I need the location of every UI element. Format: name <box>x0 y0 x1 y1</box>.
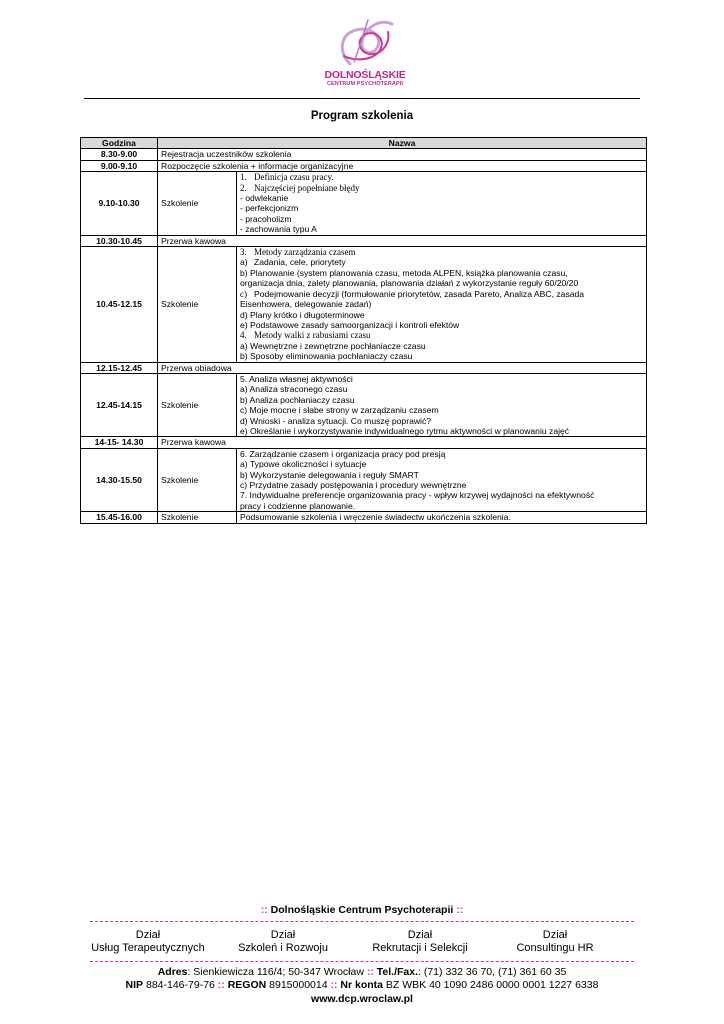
program-table <box>80 137 647 524</box>
content-line: - pracoholizm <box>240 213 292 224</box>
address-value: : Sienkiewicza 116/4; 50-347 Wrocław <box>187 966 364 978</box>
content-line: b) Planowanie (system planowania czasu, metoda ALPEN, książka planowania czasu, <box>240 267 568 278</box>
department-name: Usług Terapeutycznych <box>91 942 205 954</box>
department-name: Consultingu HR <box>516 942 594 954</box>
company-name: Dolnośląskie Centrum Psychoterapii <box>270 904 454 916</box>
content-line: 1. Definicja czasu pracy. <box>240 172 334 183</box>
logo-subtitle: CENTRUM PSYCHOTERAPII <box>326 81 404 87</box>
row-time: 12.15-12.45 <box>81 362 158 373</box>
row-content <box>237 247 647 362</box>
row-name: Przerwa obiadowa <box>158 362 647 373</box>
content-line: b) Wykorzystanie delegowania i reguły SMART <box>240 469 419 480</box>
content-line: 7. Indywidualne preferencje organizowania pracy - wpływ krzywej wydajności na efektywność <box>240 490 595 501</box>
separator: :: <box>330 979 338 991</box>
row-time: 8.30-9.00 <box>81 149 158 160</box>
content-line: 2. Najczęściej popełniane błędy <box>240 182 360 193</box>
department-label: Dział <box>407 929 433 941</box>
separator: :: <box>456 904 464 916</box>
regon-value: 8915000014 <box>269 979 328 991</box>
row-time: 14-15- 14.30 <box>81 437 158 448</box>
footer-company <box>0 904 724 916</box>
content-line: e) Podstawowe zasady samoorganizacji i kontroli efektów <box>240 319 460 330</box>
logo <box>320 12 410 96</box>
row-name: Przerwa kawowa <box>158 235 647 246</box>
table-row <box>81 373 647 436</box>
regon-label: REGON <box>227 979 267 991</box>
content-line: c) Moje mocne i słabe strony w zarządzaniu czasem <box>240 405 439 416</box>
row-time: 9.00-9.10 <box>81 160 158 171</box>
row-type: Szkolenie <box>158 512 237 523</box>
separator: :: <box>217 979 225 991</box>
row-type: Szkolenie <box>158 172 237 235</box>
nip-label: NIP <box>125 979 144 991</box>
content-line: c) Przydatne zasady postępowania i procedury wewnętrzne <box>240 480 467 490</box>
content-line: 3. Metody zarządzania czasem <box>240 247 356 258</box>
row-time: 10.45-12.15 <box>81 247 158 362</box>
footer-divider-bottom <box>90 961 634 962</box>
table-row <box>81 448 647 511</box>
row-content <box>237 172 647 235</box>
content-line: a) Wewnętrzne i zewnętrzne pochłaniacze czasu <box>240 340 426 351</box>
row-name: Przerwa kawowa <box>158 437 647 448</box>
page-title: Program szkolenia <box>310 110 414 122</box>
content-line: - perfekcjonizm <box>240 203 299 214</box>
row-content: Podsumowanie szkolenia i wręczenie świadectw ukończenia szkolenia. <box>237 512 647 523</box>
table-row <box>81 437 647 448</box>
table-row <box>81 160 647 171</box>
department-label: Dział <box>270 929 296 941</box>
content-line: pracy i codzienne planowanie. <box>240 500 356 511</box>
top-divider <box>84 98 640 99</box>
table-row <box>81 247 647 362</box>
content-line: - zachowania typu A <box>240 224 317 235</box>
content-line: 6. Zarządzanie czasem i organizacja pracy pod presją <box>240 448 446 459</box>
row-time: 15.45-16.00 <box>81 512 158 523</box>
row-time: 14.30-15.50 <box>81 448 158 511</box>
content-line: b) Analiza pochłaniaczy czasu <box>240 394 355 405</box>
table-header-row <box>81 138 647 149</box>
separator: :: <box>366 966 374 978</box>
separator: :: <box>260 904 268 916</box>
content-line: Eisenhowera, delegowanie zadań) <box>240 299 372 310</box>
column-header-name: Nazwa <box>158 138 647 149</box>
table-row <box>81 362 647 373</box>
content-line: a) Analiza straconego czasu <box>240 384 348 395</box>
content-line: c) Podejmowanie decyzji (formułowanie priorytetów, zasada Pareto, Analiza ABC, zasada <box>240 288 585 299</box>
row-type: Szkolenie <box>158 373 237 436</box>
logo-name: DOLNOŚLĄSKIE <box>324 69 406 81</box>
department-label: Dział <box>542 929 568 941</box>
tel-label: Tel./Fax. <box>376 966 419 978</box>
address-line <box>0 966 724 979</box>
content-line: - odwlekanie <box>240 193 289 204</box>
department-item <box>470 929 640 955</box>
account-value: BZ WBK 40 1090 2486 0000 0001 1227 6338 <box>385 979 599 991</box>
row-name: Rozpoczęcie szkolenia + informacje organizacyjne <box>158 160 647 171</box>
table-row <box>81 149 647 160</box>
content-line: a) Zadania, cele, priorytety <box>240 257 346 268</box>
table-row <box>81 512 647 523</box>
department-name: Szkoleń i Rozwoju <box>238 942 328 954</box>
address-label: Adres <box>157 966 188 978</box>
nip-value: 884-146-79-76 <box>145 979 215 991</box>
department-name: Rekrutacji i Selekcji <box>372 942 468 954</box>
content-line: organizacja dnia, zalety planowania, planowania działań z wykorzystanie reguły 60/20/20 <box>240 278 579 289</box>
column-header-time: Godzina <box>81 138 158 149</box>
content-line: d) Plany krótko i długoterminowe <box>240 309 365 320</box>
table-row <box>81 235 647 246</box>
row-content <box>237 373 647 436</box>
logo-ribbon-icon <box>330 12 400 70</box>
row-type: Szkolenie <box>158 247 237 362</box>
table-row <box>81 172 647 235</box>
footer-divider-top <box>90 921 634 922</box>
content-line: e) Określanie i wykorzystywanie indywidualnego rytmu aktywności w planowaniu zajęć <box>240 425 570 436</box>
row-time: 12.45-14.15 <box>81 373 158 436</box>
row-time: 10.30-10.45 <box>81 235 158 246</box>
content-line: 4. Metody walki z rabusiami czasu <box>240 330 371 341</box>
row-time: 9.10-10.30 <box>81 172 158 235</box>
row-type: Szkolenie <box>158 448 237 511</box>
content-line: 5. Analiza własnej aktywności <box>240 373 353 384</box>
website-link[interactable]: www.dcp.wroclaw.pl <box>311 993 413 1005</box>
content-line: d) Wnioski - analiza sytuacji. Co muszę poprawić? <box>240 415 432 426</box>
tel-value: : (71) 332 36 70, (71) 361 60 35 <box>418 966 567 978</box>
content-line: a) Typowe okoliczności i sytuacje <box>240 459 367 470</box>
department-label: Dział <box>135 929 161 941</box>
row-content <box>237 448 647 511</box>
registration-line <box>0 979 724 992</box>
account-label: Nr konta <box>340 979 383 991</box>
content-line: b) Sposoby eliminowania pochłaniaczy czasu <box>240 351 413 362</box>
row-name: Rejestracja uczestników szkolenia <box>158 149 647 160</box>
